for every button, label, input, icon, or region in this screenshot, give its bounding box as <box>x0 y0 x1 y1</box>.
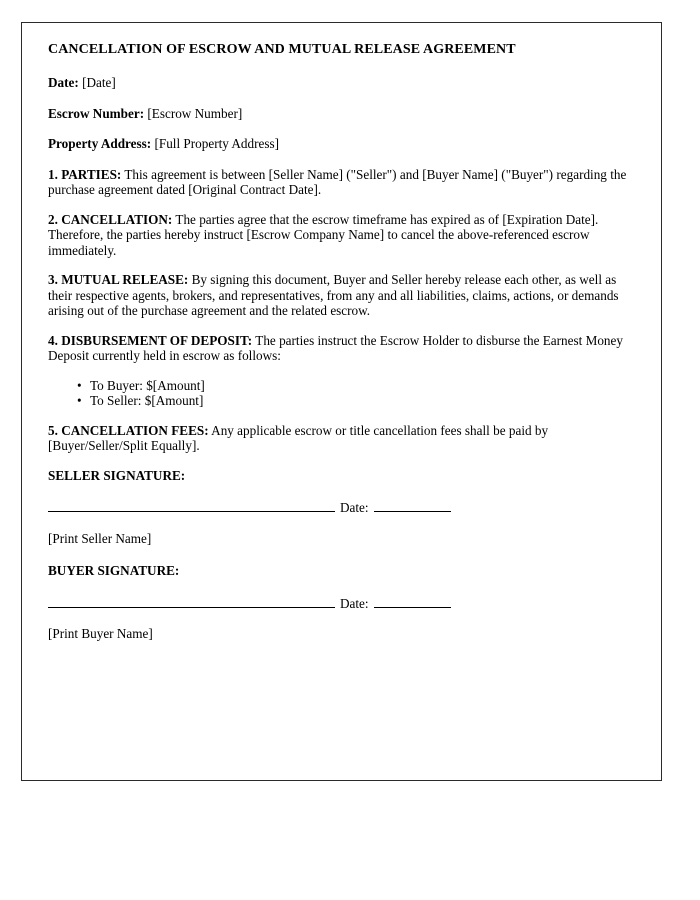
field-property-address-label: Property Address: <box>48 136 152 151</box>
buyer-date-label: Date: <box>340 595 369 611</box>
seller-date-label: Date: <box>340 500 369 515</box>
field-escrow-number-label: Escrow Number: <box>48 105 145 121</box>
section-cancellation-body: The parties agree that the escrow timeframe has expired as of [Expiration Date]. Therefore, the parties hereby instruct [Escrow Company Name] to cancel the above-referenced escrow immediately. <box>48 211 599 258</box>
section-disbursement-body: The parties instruct the Escrow Holder to disburse the Earnest Money Deposit currently held in escrow as follows: <box>48 332 623 363</box>
document-body <box>48 41 634 642</box>
section-parties <box>48 167 634 198</box>
section-mutual-release-heading: 3. MUTUAL RELEASE: <box>48 272 189 287</box>
section-disbursement-heading: 4. DISBURSEMENT OF DEPOSIT: <box>48 332 253 348</box>
buyer-date-line[interactable] <box>374 595 451 608</box>
field-date <box>48 75 634 91</box>
buyer-signature-row <box>48 595 634 612</box>
field-property-address <box>48 136 634 152</box>
seller-signature-heading: SELLER SIGNATURE: <box>48 467 186 483</box>
buyer-signature-line[interactable] <box>48 595 335 608</box>
section-cancellation-heading: 2. CANCELLATION: <box>48 211 173 227</box>
section-mutual-release <box>48 272 634 319</box>
field-date-label: Date: <box>48 75 79 90</box>
seller-signature-line[interactable] <box>48 499 335 512</box>
section-cancellation-fees-body: Any applicable escrow or title cancellation fees shall be paid by [Buyer/Seller/Split Equally]. <box>48 422 549 453</box>
seller-signature-row <box>48 499 634 516</box>
document-page-border <box>21 22 662 781</box>
section-cancellation-fees <box>48 423 634 454</box>
field-property-address-value: [Full Property Address] <box>154 136 280 151</box>
section-cancellation-fees-heading: 5. CANCELLATION FEES: <box>48 422 209 438</box>
field-escrow-number-value: [Escrow Number] <box>147 105 243 121</box>
disbursement-list <box>48 378 634 409</box>
list-item: • To Buyer: $[Amount] <box>90 378 634 394</box>
section-parties-heading: 1. PARTIES: <box>48 166 122 182</box>
buyer-print-name: [Print Buyer Name] <box>48 626 153 641</box>
seller-print-name: [Print Seller Name] <box>48 530 152 546</box>
page-title: CANCELLATION OF ESCROW AND MUTUAL RELEASE AGREEMENT <box>48 42 516 57</box>
field-date-value: [Date] <box>82 75 116 90</box>
buyer-signature-heading: BUYER SIGNATURE: <box>48 563 180 578</box>
section-parties-body: This agreement is between [Seller Name] ("Seller") and [Buyer Name] ("Buyer") regarding the purchase agreement dated [Original Contract Date]. <box>48 166 627 197</box>
field-escrow-number <box>48 106 634 122</box>
section-disbursement <box>48 333 634 364</box>
seller-date-line[interactable] <box>374 499 451 512</box>
list-item: • To Seller: $[Amount] <box>90 393 634 409</box>
section-mutual-release-body: By signing this document, Buyer and Seller hereby release each other, as well as their respective agents, brokers, and representatives, from any and all liabilities, claims, actions, or demands arising out of the purchase agreement and the related escrow. <box>48 272 619 318</box>
section-cancellation <box>48 212 634 259</box>
